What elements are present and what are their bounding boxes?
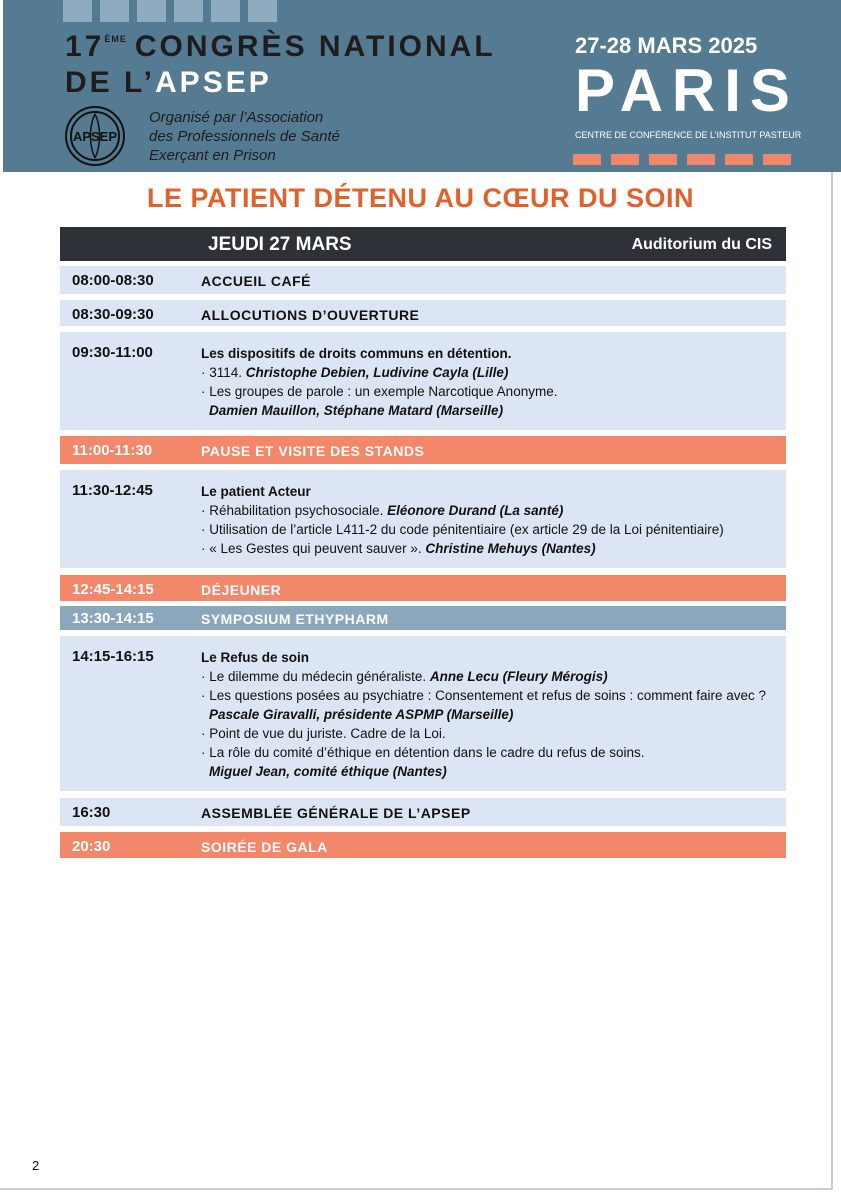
time-slot: 08:00-08:30: [72, 272, 154, 289]
apsep-logo: [65, 106, 125, 166]
program-row: [60, 266, 786, 294]
program-row: [60, 332, 786, 430]
session-content: [201, 344, 781, 420]
svg-text:APSEP: APSEP: [72, 129, 118, 144]
session-item: · Les groupes de parole : un exemple Narcotique Anonyme.: [201, 384, 558, 399]
session-item: · Les questions posées au psychiatre : Consentement et refus de soins : comment faire avec ?: [201, 688, 767, 703]
session-content: [201, 648, 781, 781]
time-slot: 09:30-11:00: [72, 344, 153, 361]
session-heading: Les dispositifs de droits communs en détention.: [201, 346, 512, 361]
session-speakers: Miguel Jean, comité éthique (Nantes): [209, 764, 447, 779]
program-main-title: LE PATIENT DÉTENU AU CŒUR DU SOIN: [146, 183, 694, 213]
time-slot: 20:30: [72, 838, 111, 855]
congress-title-line2: DE L’APSEP: [65, 66, 272, 99]
session-item: · Point de vue du juriste. Cadre de la Loi.: [201, 726, 446, 741]
event-dates: 27-28 MARS 2025: [575, 33, 758, 58]
session-speakers: Damien Mauillon, Stéphane Matard (Marseille): [209, 403, 504, 418]
program-row-break: [60, 436, 786, 464]
session-item: · Le dilemme du médecin généraliste. Anne Lecu (Fleury Mérogis): [201, 669, 608, 684]
session-heading: Le patient Acteur: [201, 484, 311, 499]
day-label: JEUDI 27 MARS: [208, 234, 352, 255]
event-city: PARIS: [575, 57, 799, 124]
event-venue: CENTRE DE CONFÉRENCE DE L’INSTITUT PASTEUR: [575, 130, 802, 140]
time-slot: 11:00-11:30: [72, 442, 153, 459]
time-slot: 12:45-14:15: [72, 581, 154, 598]
time-slot: 11:30-12:45: [72, 482, 153, 499]
room-label: Auditorium du CIS: [631, 236, 772, 253]
accent-squares: [573, 154, 791, 165]
decorative-squares: [63, 0, 277, 22]
program-row: [60, 470, 786, 568]
program-row: [60, 300, 786, 326]
session-title: ASSEMBLÉE GÉNÉRALE DE L’APSEP: [201, 805, 471, 821]
day-header-bar: [60, 227, 786, 261]
session-title: ACCUEIL CAFÉ: [201, 273, 311, 289]
session-item: · 3114. Christophe Debien, Ludivine Cayla (Lille): [201, 365, 509, 380]
session-title: SYMPOSIUM ETHYPHARM: [201, 611, 389, 627]
organizer-text: Organisé par l’Association des Professionnels de Santé Exerçant en Prison: [149, 109, 340, 164]
session-title: SOIRÉE DE GALA: [201, 839, 328, 855]
time-slot: 16:30: [72, 804, 111, 821]
program-row: [60, 798, 786, 826]
program-row-break: [60, 575, 786, 601]
congress-title-line1: 17ÈME CONGRÈS NATIONAL: [65, 30, 496, 63]
time-slot: 13:30-14:15: [72, 610, 154, 627]
session-title: DÉJEUNER: [201, 582, 282, 598]
header-banner: [3, 0, 841, 172]
program-row: [60, 636, 786, 791]
session-item: · Utilisation de l’article L411-2 du code pénitentiaire (ex article 29 de la Loi pénitentiaire): [201, 522, 724, 537]
program-row-symposium: [60, 606, 786, 630]
session-item: · La rôle du comité d’éthique en détention dans le cadre du refus de soins.: [201, 745, 645, 760]
page-number: 2: [32, 1158, 40, 1173]
time-slot: 14:15-16:15: [72, 648, 154, 665]
program-row-gala: [60, 832, 786, 858]
session-speakers: Pascale Giravalli, présidente ASPMP (Marseille): [209, 707, 514, 722]
session-title: ALLOCUTIONS D’OUVERTURE: [201, 307, 420, 323]
session-title: PAUSE ET VISITE DES STANDS: [201, 443, 425, 459]
session-heading: Le Refus de soin: [201, 650, 310, 665]
session-item: · Réhabilitation psychosociale. Eléonore Durand (La santé): [201, 503, 564, 518]
session-item: · « Les Gestes qui peuvent sauver ». Christine Mehuys (Nantes): [201, 541, 596, 556]
session-content: [201, 482, 781, 558]
time-slot: 08:30-09:30: [72, 306, 154, 323]
